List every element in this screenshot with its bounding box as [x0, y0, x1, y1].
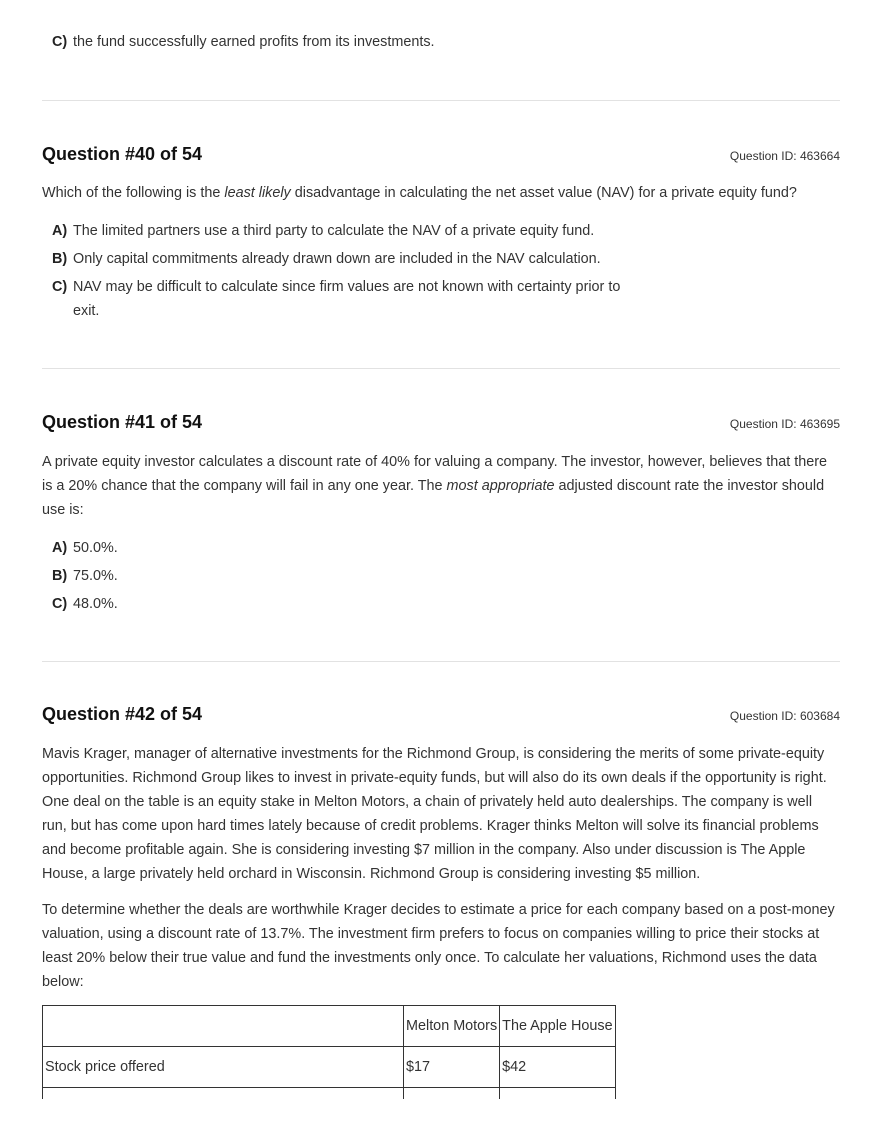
choice-letter: C)	[52, 596, 68, 612]
choice-text: NAV may be difficult to calculate since firm values are not known with certainty prior to exit.	[73, 279, 621, 319]
page-bottom-margin	[0, 1099, 880, 1139]
table-cell: $42	[500, 1047, 615, 1088]
question-41-choice-b[interactable]	[52, 564, 118, 588]
question-divider	[42, 661, 840, 662]
question-41-id: Question ID: 463695	[729, 417, 840, 431]
choice-text: The limited partners use a third party to calculate the NAV of a private equity fund.	[73, 223, 595, 239]
prev-question-choice-c[interactable]	[52, 30, 435, 54]
table-cell: $17	[404, 1047, 500, 1088]
table-cell: Stock price offered	[43, 1047, 404, 1088]
choice-letter: A)	[52, 223, 68, 239]
question-divider	[42, 100, 840, 101]
stem-emphasis: most appropriate	[446, 478, 555, 494]
question-40-choice-b[interactable]	[52, 247, 840, 271]
question-42-paragraph-1: Mavis Krager, manager of alternative investments for the Richmond Group, is considering the merits of some private-equity opportunities. Richmond Group likes to invest in private-equity funds, but will also do its own deals if the opportunity is right. One deal on the table is an equity stake in Melton Motors, a chain of privately held auto dealerships. The company is well run, but has come upon hard times lately because of credit problems. Krager thinks Melton will solve its financial problems and become profitable again. She is considering investing $7 million in the company. Also under discussion is The Apple House, a large privately held orchard in Wisconsin. Richmond Group is considering investing $5 million.	[42, 746, 827, 882]
question-40-header	[42, 144, 840, 168]
question-40-stem	[42, 181, 840, 205]
question-42-id: Question ID: 603684	[729, 709, 840, 723]
question-41-choice-a[interactable]	[52, 536, 118, 560]
table-row	[43, 1047, 616, 1088]
question-40-choice-a[interactable]	[52, 219, 840, 243]
question-42-paragraph-2: To determine whether the deals are worthwhile Krager decides to estimate a price for each company based on a post-money valuation, using a discount rate of 13.7%. The investment firm prefers to focus on companies willing to price their stocks at least 20% below their true value and fund the investments only once. To calculate her valuations, Richmond uses the data below:	[42, 902, 835, 990]
choice-letter: C)	[52, 34, 68, 50]
question-42-header	[42, 704, 840, 728]
stem-emphasis: least likely	[224, 185, 291, 201]
table-header-cell	[43, 1006, 404, 1047]
question-divider	[42, 368, 840, 369]
question-41-title: Question #41 of 54	[42, 412, 203, 432]
stem-text: Which of the following is the	[42, 185, 225, 201]
choice-text: 75.0%.	[73, 568, 118, 584]
question-41-header	[42, 412, 840, 436]
choice-text: 48.0%.	[73, 596, 118, 612]
choice-text: the fund successfully earned profits from its investments.	[73, 34, 435, 50]
document-page	[42, 0, 840, 1099]
choice-letter: C)	[52, 279, 68, 295]
question-41-stem	[42, 450, 840, 522]
stem-text: A private equity investor calculates a discount rate of 40% for valuing a company. The investor, however, believes that there is a 20% chance that the company will fail in any one year. The	[42, 454, 827, 494]
choice-letter: A)	[52, 540, 68, 556]
choice-text: 50.0%.	[73, 540, 118, 556]
table-header-cell: The Apple House	[500, 1006, 615, 1047]
choice-letter: B)	[52, 251, 68, 267]
choice-letter: B)	[52, 568, 68, 584]
table-header-cell: Melton Motors	[404, 1006, 500, 1047]
table-header-row	[43, 1006, 616, 1047]
question-42-title: Question #42 of 54	[42, 704, 203, 724]
question-40-id: Question ID: 463664	[729, 149, 840, 163]
question-40-title: Question #40 of 54	[42, 144, 203, 164]
choice-text: Only capital commitments already drawn down are included in the NAV calculation.	[73, 251, 601, 267]
question-41-choice-c[interactable]	[52, 592, 118, 616]
stem-text: disadvantage in calculating the net asset value (NAV) for a private equity fund?	[290, 185, 797, 201]
question-40-choice-c[interactable]	[52, 275, 632, 323]
stem-text: adjusted discount rate the investor should use is:	[42, 478, 825, 518]
